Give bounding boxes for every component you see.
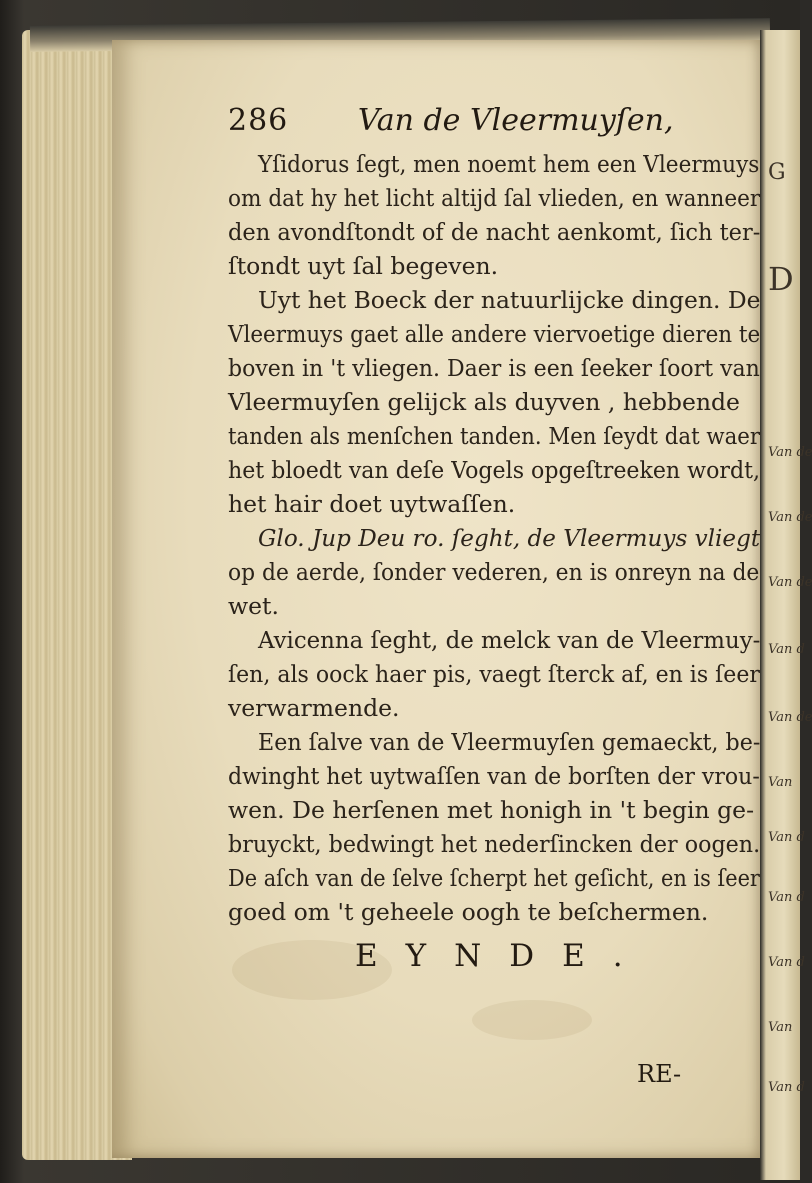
facing-fragment: Van d [768, 955, 805, 970]
text-line: ſtondt uyt ſal begeven. [228, 252, 499, 280]
text-line: Vleermuyſen gelijck als duyven , hebbende [228, 388, 740, 416]
text-line: dwinght het uytwaſſen van de borſten der vrou- [228, 762, 760, 790]
text-line: verwarmende. [228, 694, 400, 722]
facing-fragment: Van de [768, 510, 812, 525]
facing-fragment: Van d [768, 890, 805, 905]
facing-fragment: D [768, 260, 794, 298]
text-line: goed om 't geheele oogh te beſchermen. [228, 898, 709, 926]
text-line: Uyt het Boeck der natuurlijcke dingen. De [258, 286, 761, 314]
running-title: Van de Vleermuyſen, [357, 103, 674, 138]
facing-fragment: G [768, 160, 786, 185]
text-line: bruyckt, bedwingt het nederſincken der oogen. [228, 830, 761, 858]
facing-fragment: Van de [768, 710, 812, 725]
paper-stain [472, 1000, 592, 1040]
facing-fragment: Van d [768, 642, 805, 657]
text-line: het bloedt van deſe Vogels opgeſtreeken wordt, [228, 456, 760, 484]
facing-fragment: Van [768, 1020, 793, 1035]
text-line: ſen, als oock haer pis, vaegt ſterck af, en is ſeer [228, 660, 760, 688]
text-line: Avicenna ſeght, de melck van de Vleermuy- [258, 626, 761, 654]
text-line: tanden als menſchen tanden. Men ſeydt dat waer [228, 422, 761, 450]
facing-page-edge [760, 30, 812, 1180]
text-line: den avondſtondt of de nacht aenkomt, ſich ter- [228, 218, 761, 246]
facing-fragment: Van de [768, 445, 812, 460]
text-line: wen. De herſenen met honigh in 't begin ge- [228, 796, 755, 824]
text-line: Vleermuys gaet alle andere viervoetige dieren te [228, 320, 761, 348]
text-line: het hair doet uytwaſſen. [228, 490, 516, 518]
text-line: op de aerde, ſonder vederen, en is onreyn na de [228, 558, 760, 586]
text-line: De aſch van de ſelve ſcherpt het geſicht, en is ſeer [228, 864, 760, 892]
text-line: om dat hy het licht altijd ſal vlieden, en wanneer [228, 184, 761, 212]
text-line: boven in 't vliegen. Daer is een ſeeker ſoort van [228, 354, 760, 382]
facing-fragment: Van d [768, 830, 805, 845]
text-line: Glo. Jup Deu ro. ſeght, de Vleermuys vliegt [258, 524, 761, 552]
text-line: wet. [228, 592, 279, 620]
end-title: EYNDE. [355, 938, 651, 974]
page-header [228, 103, 674, 138]
facing-fragment: Van d [768, 1080, 805, 1095]
page-number: 286 [228, 103, 289, 138]
text-line: Yſidorus ſegt, men noemt hem een Vleermuys [258, 150, 760, 178]
catchword: RE- [637, 1060, 682, 1088]
facing-fragment: Van [768, 775, 793, 790]
facing-fragment: Van de [768, 575, 812, 590]
text-line: Een ſalve van de Vleermuyſen gemaeckt, be- [258, 728, 761, 756]
